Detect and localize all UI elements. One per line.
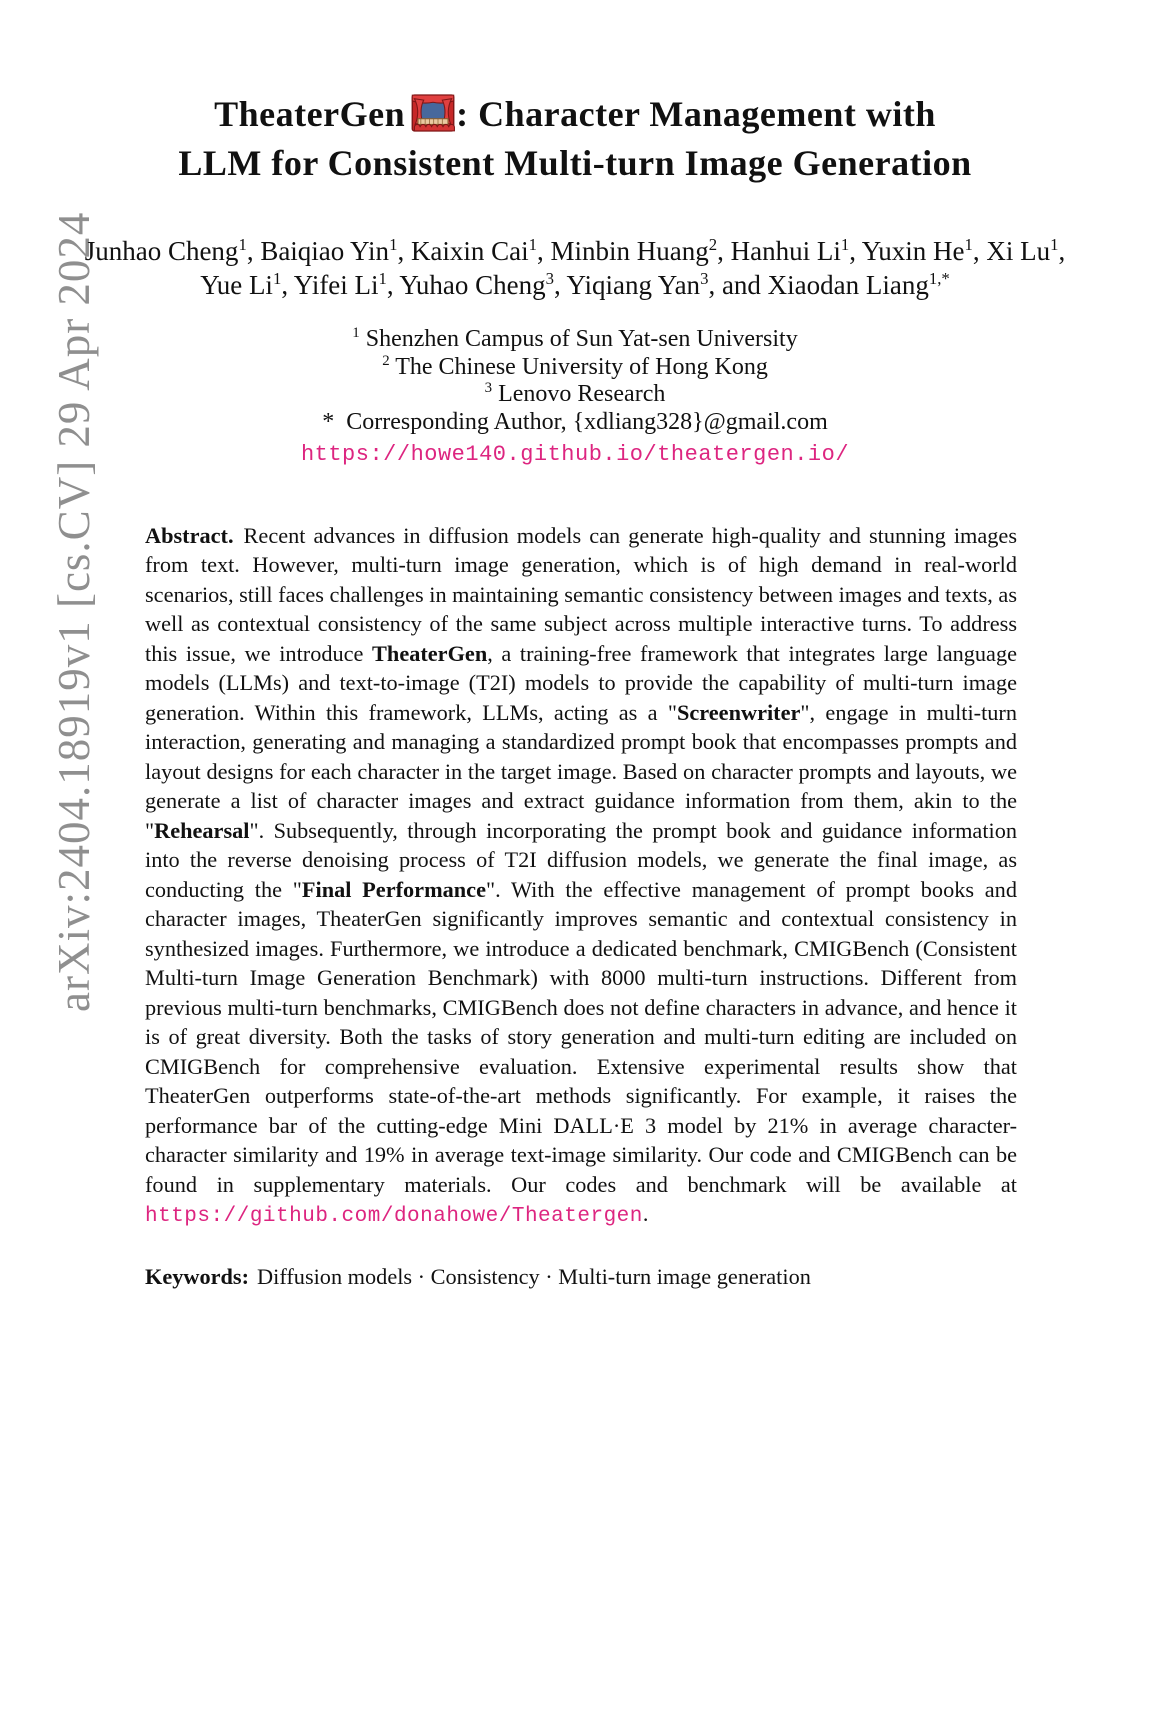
corresponding-author-text: Corresponding Author, {xdliang328}@gmail.com — [346, 408, 828, 435]
title-text-pre: TheaterGen — [214, 94, 406, 134]
project-page-link[interactable]: https://howe140.github.io/theatergen.io/ — [300, 442, 850, 467]
abstract-label: Abstract. — [145, 522, 234, 548]
authors-line: Junhao Cheng$^1$, Baiqiao Yin$^1$, Kaixin Cai$^1$, Minbin Huang$^2$, Hanhui Li$^1$, Yuxin He$^1$, Xi Lu$^1$, Yue Li$^1$, Yifei Li$^1$, Yuhao Cheng$^3$, Yiqiang Yan$^3$, and Xiaodan Liang$^{1,*}$ — [84, 235, 1066, 300]
keywords-label: Keywords: — [145, 1263, 250, 1289]
affiliation-1 — [0, 326, 1150, 354]
title-line1 — [214, 94, 936, 134]
corresponding-author-line — [0, 409, 1150, 437]
title-text-post: : Character Management with — [456, 94, 936, 134]
abstract — [145, 521, 1017, 1232]
affiliation-2-marker: 2 — [382, 352, 390, 369]
affiliation-2-text: The Chinese University of Hong Kong — [395, 353, 768, 380]
page-title — [70, 90, 1080, 188]
keywords-line — [145, 1262, 1017, 1292]
theater-stage-icon — [411, 93, 455, 133]
affiliation-3 — [0, 381, 1150, 409]
keywords-text: Diffusion models · Consistency · Multi-turn image generation — [257, 1263, 811, 1289]
affiliation-1-marker: 1 — [352, 325, 360, 341]
affiliation-2 — [0, 354, 1150, 382]
arxiv-watermark: arXiv:2404.18919v1 [cs.CV] 29 Apr 2024 — [49, 211, 99, 1012]
title-line2: LLM for Consistent Multi-turn Image Generation — [178, 143, 972, 183]
affiliation-3-text: Lenovo Research — [498, 381, 666, 407]
project-link-line — [0, 440, 1150, 469]
github-repo-link[interactable]: https://github.com/donahowe/Theatergen — [145, 1205, 643, 1228]
abstract-body: Recent advances in diffusion models can generate high-quality and stunning images from text. However, multi-turn image generation, which is of high demand in real-world scenarios, still faces challenges in maintaining semantic consistency between images and texts, as well as contextual consistency of the same subject across multiple interactive turns. To address this issue, we introduce TheaterGen, a training-free framework that integrates large language models (LLMs) and text-to-image (T2I) models to provide the capability of multi-turn image generation. Within this framework, LLMs, acting as a "Screenwriter", engage in multi-turn interaction, generating and managing a standardized prompt book that encompasses prompts and layout designs for each character in the target image. Based on character prompts and layouts, we generate a list of character images and extract guidance information from them, akin to the "Rehearsal". Subsequently, through incorporating the prompt book and guidance information into the reverse denoising process of T2I diffusion models, we generate the final image, as conducting the "Final Performance". With the effective management of prompt books and character images, TheaterGen significantly improves semantic and contextual consistency in synthesized images. Furthermore, we introduce a dedicated benchmark, CMIGBench (Consistent Multi-turn Image Generation Benchmark) with 8000 multi-turn instructions. Different from previous multi-turn benchmarks, CMIGBench does not define characters in advance, and hence it is of great diversity. Both the tasks of story generation and multi-turn editing are included on CMIGBench for comprehensive evaluation. Extensive experimental results show that TheaterGen outperforms state-of-the-art methods significantly. For example, it raises the performance bar of the cutting-edge Mini DALL·E 3 model by 21% in average character-character similarity and 19% in average text-image similarity. Our code and CMIGBench can be found in supplementary materials. Our codes and benchmark will be available at https://github.com/donahowe/Theatergen. — [145, 522, 1017, 1228]
affiliations — [0, 326, 1150, 469]
affiliation-3-marker: 3 — [484, 380, 493, 396]
affiliation-1-text: Shenzhen Campus of Sun Yat-sen University — [365, 326, 798, 352]
corresponding-author-marker: * — [322, 408, 335, 435]
